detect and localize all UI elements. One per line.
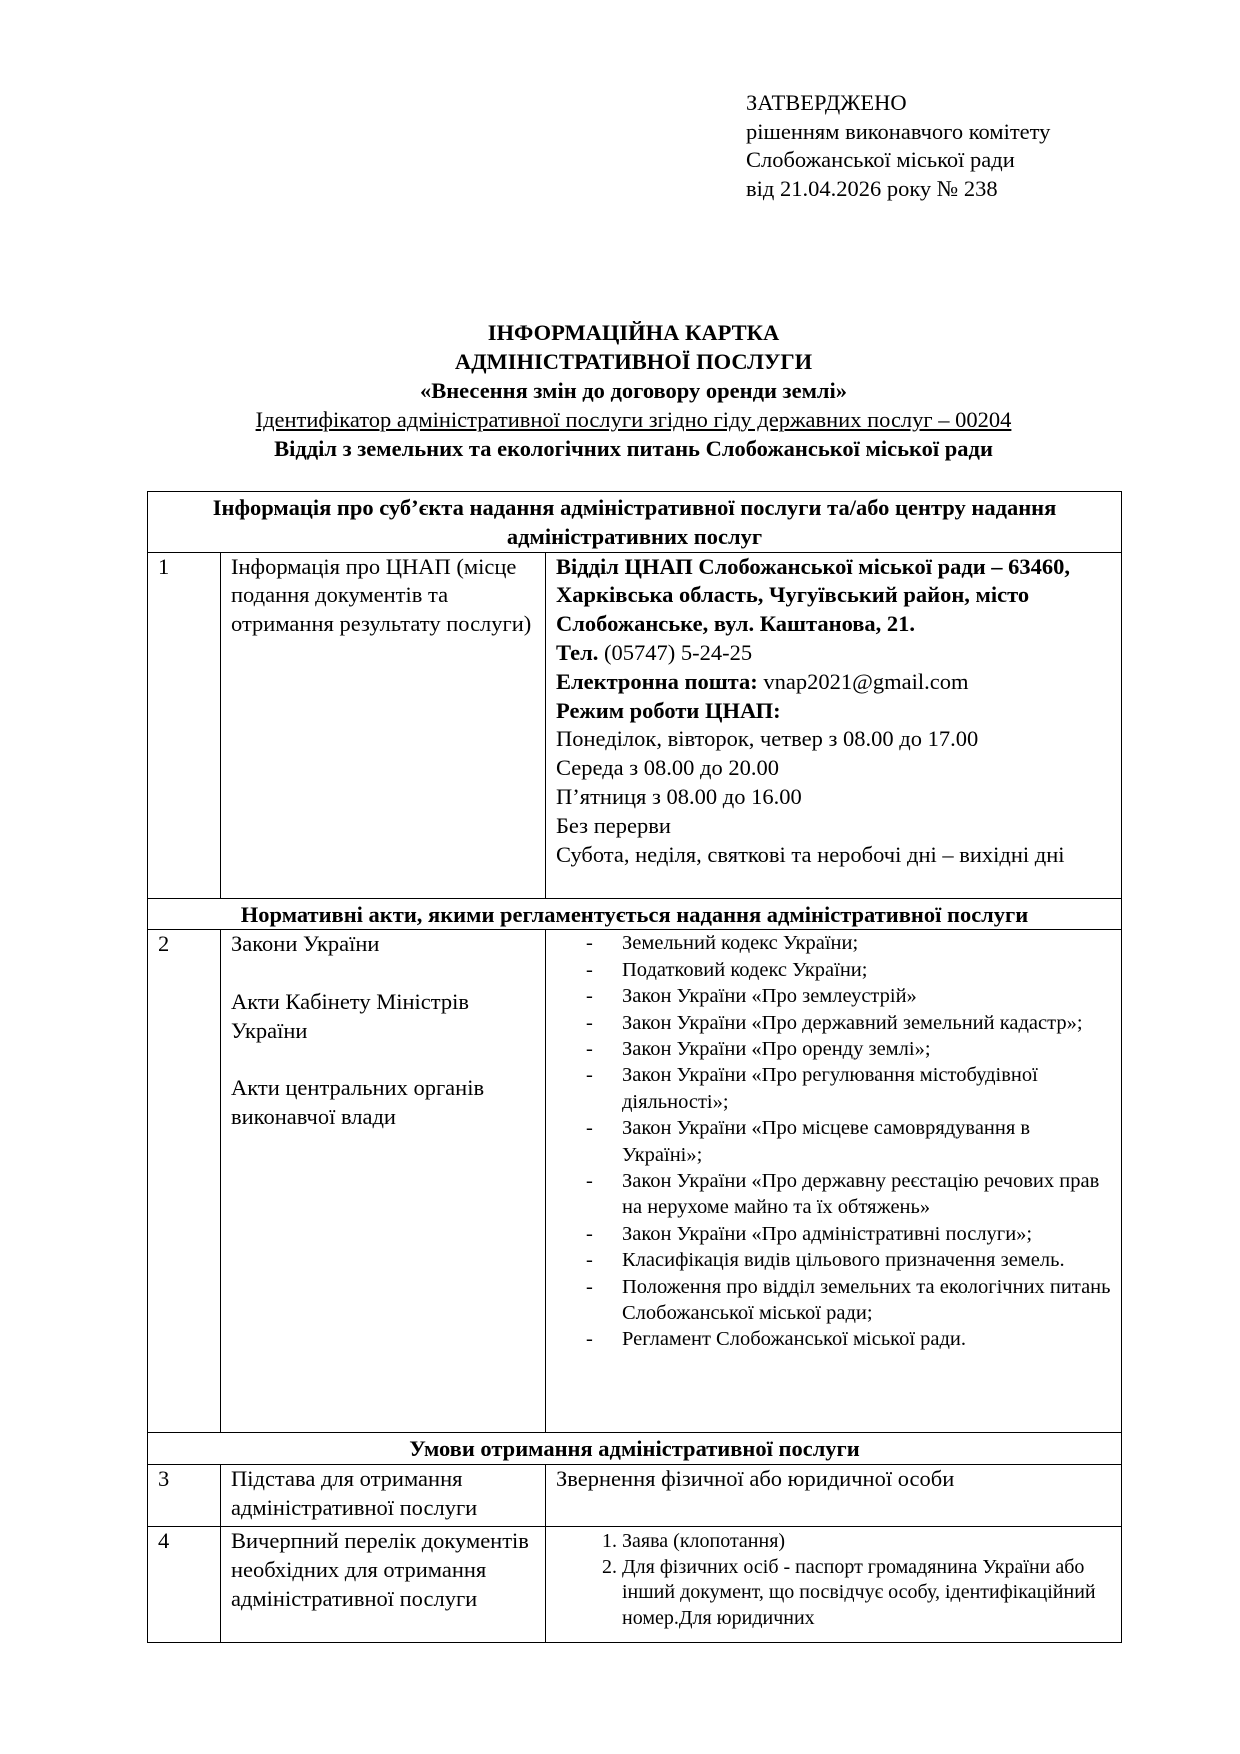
list-item: - Закон України «Про землеустрій» [586, 983, 1115, 1009]
document-title-block [147, 318, 1120, 463]
approval-line: ЗАТВЕРДЖЕНО [746, 90, 907, 115]
list-item: - Регламент Слобожанської міської ради. [586, 1326, 1115, 1352]
schedule-line: Субота, неділя, святкові та неробочі дні – вихідні дні [556, 841, 1065, 867]
schedule-line: Понеділок, вівторок, четвер з 08.00 до 17.00 [556, 726, 979, 752]
cnap-phone: Тел. (05747) 5-24-25 [556, 639, 753, 665]
section-header-row [148, 1433, 1122, 1465]
cnap-address: Відділ ЦНАП Слобожанської міської ради – 63460, Харківська область, Чугуївський район, місто Слобожанське, вул. Каштанова, 21. [556, 553, 1071, 637]
section-header: Інформація про суб’єкта надання адміністративної послуги та/або центру надання адміністративних послуг [148, 492, 1122, 553]
approval-stamp [746, 89, 1050, 204]
list-item: - Закон України «Про регулювання містобудівної діяльності»; [586, 1062, 1115, 1115]
list-item: - Закон України «Про місцеве самоврядування в Україні»; [586, 1115, 1115, 1168]
list-item: - Закон України «Про оренду землі»; [586, 1036, 1115, 1062]
list-item: - Закон України «Про державну реєстацію речових прав на нерухоме майно та їх обтяжень» [586, 1168, 1115, 1221]
schedule-label: Режим роботи ЦНАП: [556, 697, 781, 723]
act-category: Акти Кабінету Міністрів України [231, 988, 469, 1043]
schedule-line: Середа з 08.00 до 20.00 [556, 755, 779, 781]
info-card-table [147, 491, 1122, 1643]
row-label: Вичерпний перелік документів необхідних для отримання адміністративної послуги [221, 1527, 546, 1643]
row-value [546, 1527, 1122, 1643]
section-header: Умови отримання адміністративної послуги [148, 1433, 1122, 1465]
list-item: - Закон України «Про адміністративні послуги»; [586, 1221, 1115, 1247]
department-name: Відділ з земельних та екологічних питань Слобожанської міської ради [274, 436, 993, 461]
list-item: 2. Для фізичних осіб - паспорт громадянина України або інший документ, що посвідчує особу, ідентифікаційний номер.Для юридичних [622, 1555, 1115, 1632]
schedule-line: Без перерви [556, 812, 671, 838]
act-category: Закони України [231, 931, 380, 957]
schedule-line: П’ятниця з 08.00 до 16.00 [556, 783, 802, 809]
table-row [148, 1527, 1122, 1643]
section-header: Нормативні акти, якими регламентується надання адміністративної послуги [148, 898, 1122, 930]
row-number: 4 [148, 1527, 221, 1643]
acts-list [556, 930, 1115, 1353]
approval-line: рішенням виконавчого комітету [746, 118, 1051, 144]
service-identifier: Ідентифікатор адміністративної послуги згідно гіду державних послуг – 00204 [255, 407, 1012, 432]
row-number: 1 [148, 552, 221, 898]
list-item: - Положення про відділ земельних та екологічних питань Слобожанської міської ради; [586, 1274, 1115, 1327]
row-label [221, 930, 546, 1433]
section-header-row [148, 898, 1122, 930]
row-label: Підстава для отримання адміністративної послуги [221, 1465, 546, 1527]
documents-list [556, 1529, 1115, 1631]
row-value [546, 930, 1122, 1433]
row-value [546, 552, 1122, 898]
row-number: 2 [148, 930, 221, 1433]
document-subtitle: АДМІНІСТРАТИВНОЇ ПОСЛУГИ [454, 349, 813, 374]
section-header-row [148, 492, 1122, 553]
list-item: 1. Заява (клопотання) [622, 1529, 1115, 1555]
cnap-email: Електронна пошта: vnap2021@gmail.com [556, 668, 969, 694]
list-item: - Земельний кодекс України; [586, 930, 1115, 956]
table-row [148, 1465, 1122, 1527]
list-item: - Податковий кодекс України; [586, 957, 1115, 983]
list-item: - Закон України «Про державний земельний кадастр»; [586, 1010, 1115, 1036]
approval-line: від 21.04.2026 року № 238 [746, 176, 998, 202]
row-label: Інформація про ЦНАП (місце подання документів та отримання результату послуги) [221, 552, 546, 898]
document-title: ІНФОРМАЦІЙНА КАРТКА [487, 320, 780, 345]
list-item: - Класифікація видів цільового призначення земель. [586, 1247, 1115, 1273]
table-row [148, 930, 1122, 1433]
approval-line: Слобожанської міської ради [746, 147, 1015, 173]
table-row [148, 552, 1122, 898]
act-category: Акти центральних органів виконавчої влади [231, 1075, 485, 1130]
row-value: Звернення фізичної або юридичної особи [546, 1465, 1122, 1527]
row-number: 3 [148, 1465, 221, 1527]
service-name: «Внесення змін до договору оренди землі» [419, 378, 848, 403]
